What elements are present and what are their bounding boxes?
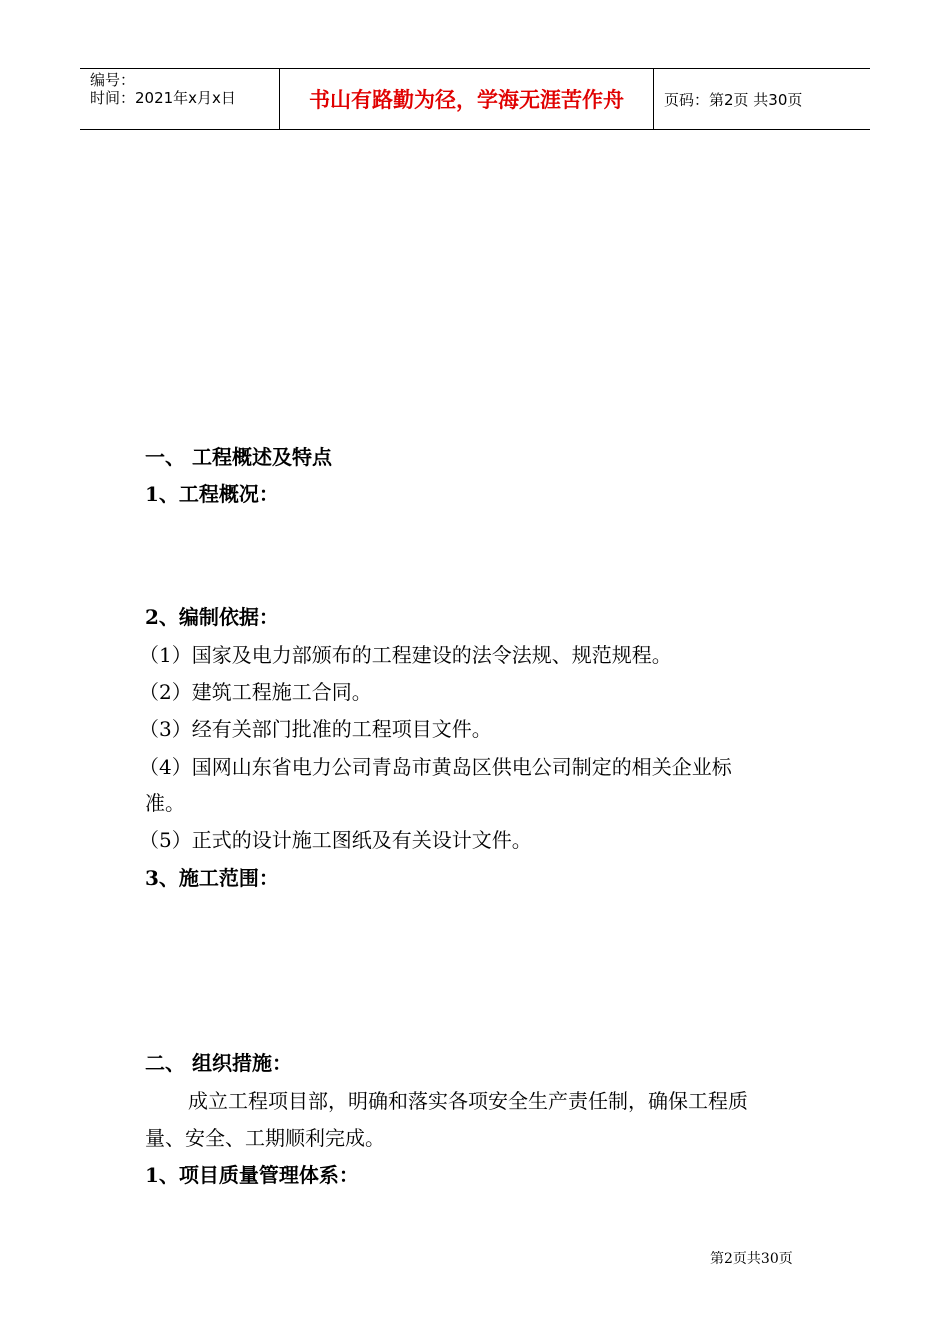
- basis-item-continued: 准。: [145, 791, 185, 815]
- header-meta: [80, 69, 280, 129]
- section-heading-2: 二、 组织措施：: [145, 1051, 292, 1075]
- subheading-scope: 3、施工范围：: [145, 866, 279, 890]
- page-header: [80, 68, 870, 130]
- section-heading-1: 一、 工程概述及特点: [145, 445, 332, 469]
- paragraph-line: 量、安全、工期顺利完成。: [145, 1126, 385, 1150]
- paragraph-line: 成立工程项目部，明确和落实各项安全生产责任制，确保工程质: [188, 1089, 748, 1113]
- document-date: 时间：2021年x月x日: [90, 89, 236, 107]
- header-page-info: 页码：第2页 共30页: [664, 90, 803, 109]
- page-footer: 第2页共30页: [710, 1251, 793, 1267]
- basis-item: （3）经有关部门批准的工程项目文件。: [139, 717, 492, 741]
- subheading-project-overview: 1、工程概况：: [145, 482, 279, 506]
- basis-item: （4）国网山东省电力公司青岛市黄岛区供电公司制定的相关企业标: [139, 755, 732, 779]
- subheading-basis: 2、编制依据：: [145, 605, 279, 629]
- header-motto: 书山有路勤为径，学海无涯苦作舟: [280, 69, 654, 129]
- basis-item: （5）正式的设计施工图纸及有关设计文件。: [139, 828, 532, 852]
- subheading-quality-system: 1、项目质量管理体系：: [145, 1163, 359, 1187]
- basis-item: （1）国家及电力部颁布的工程建设的法令法规、规范规程。: [139, 643, 672, 667]
- basis-item: （2）建筑工程施工合同。: [139, 680, 372, 704]
- document-number-label: 编号：: [90, 71, 136, 89]
